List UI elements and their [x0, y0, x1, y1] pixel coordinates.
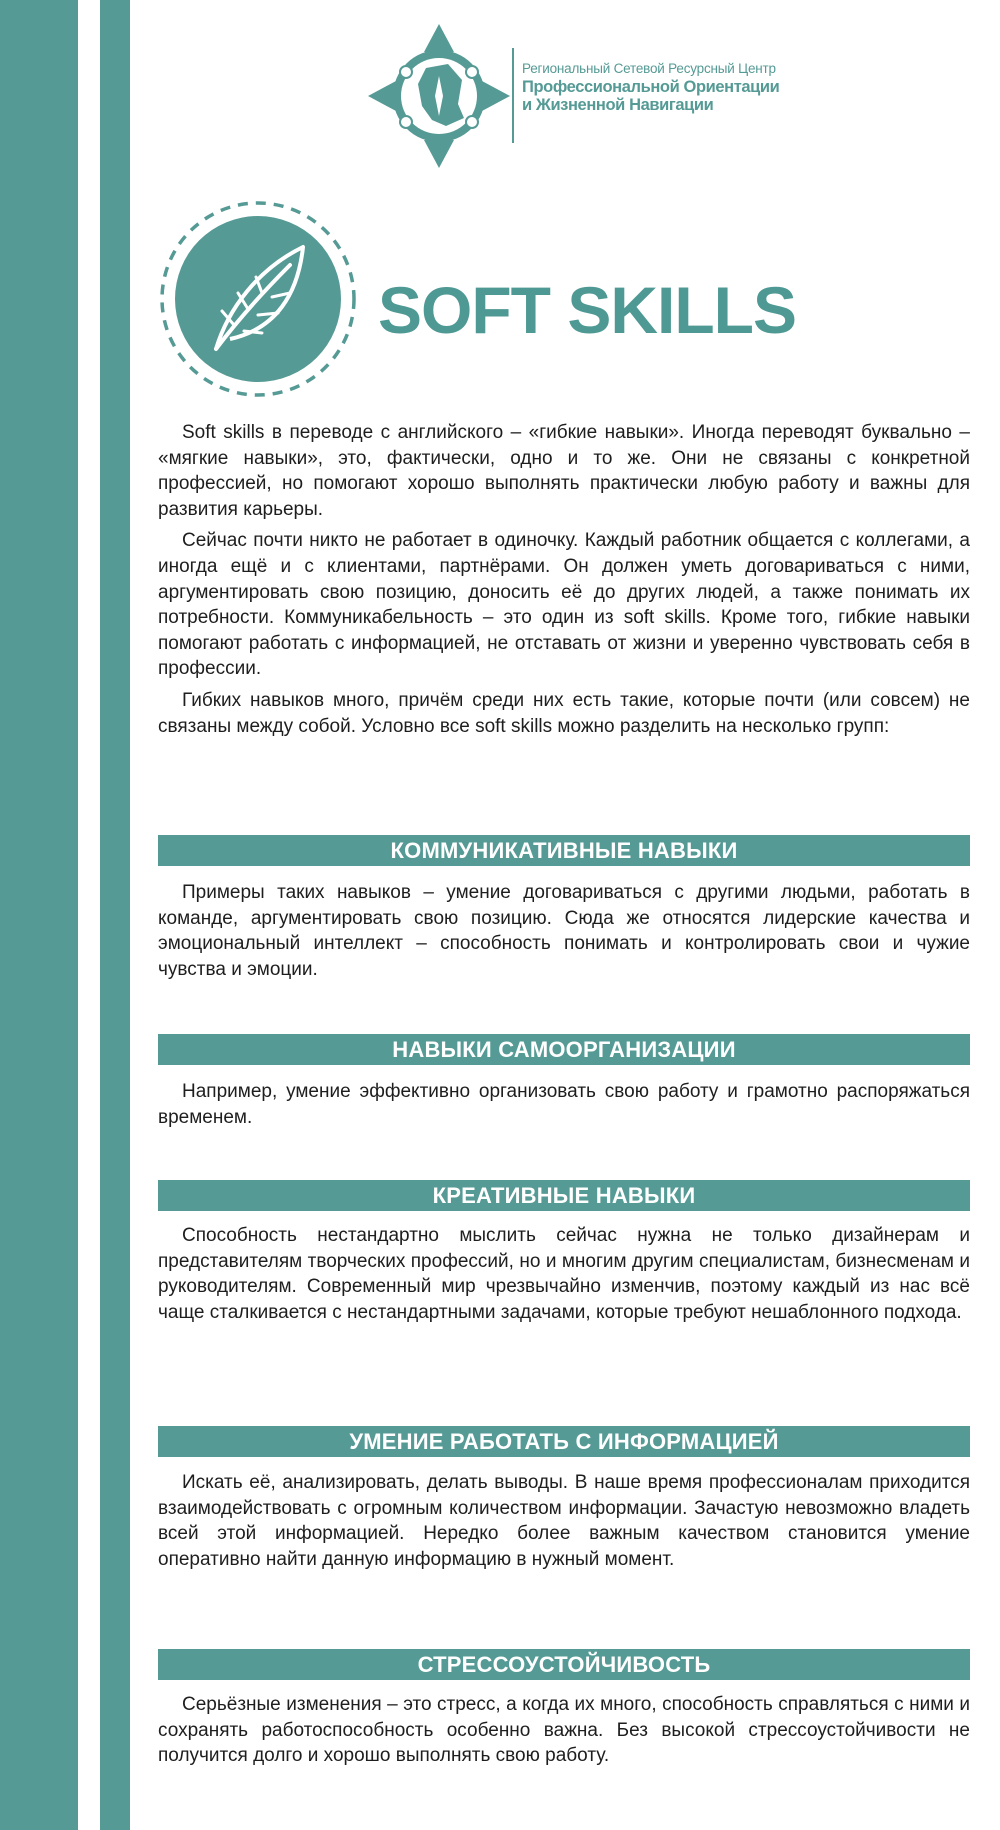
intro-text: [158, 420, 970, 745]
section-heading-self-organization: [158, 1034, 970, 1065]
section-text-self-organization: [158, 1079, 970, 1136]
compass-emblem-icon: [366, 22, 512, 170]
intro-paragraph-1: Soft skills в переводе с английского – «гибкие навыки». Иногда переводят буквально – «мягкие навыки», это, фактически, одно и то же. Они не связаны с конкретной профессией, но помогают хорошо выполнять практически любую работу и важны для развития карьеры.: [158, 422, 970, 520]
logo-text: [522, 60, 779, 114]
logo-line-2: Профессиональной Ориентации: [522, 78, 780, 96]
leaf-icon: [158, 199, 358, 399]
logo-line-1: Региональный Сетевой Ресурсный Центр: [522, 61, 776, 76]
section-heading-text: КРЕАТИВНЫЕ НАВЫКИ: [432, 1183, 696, 1208]
section-heading-text: НАВЫКИ САМООРГАНИЗАЦИИ: [392, 1037, 736, 1062]
section-heading-information: [158, 1426, 970, 1457]
section-heading-stress: [158, 1649, 970, 1680]
section-paragraph: Способность нестандартно мыслить сейчас нужна не только дизайнерам и представителям творческих профессий, но и многим другим специалистам, бизнесменам и руководителям. Современный мир чрезвычайно изменчив, поэтому каждый из нас всё чаще сталкивается с нестандартными задачами, которые требуют нешаблонного подхода.: [158, 1225, 970, 1323]
intro-paragraph-3: Гибких навыков много, причём среди них есть такие, которые почти (или совсем) не связаны между собой. Условно все soft skills можно разделить на несколько групп:: [158, 689, 970, 737]
section-text-information: [158, 1470, 970, 1578]
section-paragraph: Например, умение эффективно организовать свою работу и грамотно распоряжаться временем.: [158, 1081, 970, 1128]
leaf-emblem: [158, 199, 358, 399]
section-heading-communication: [158, 835, 970, 866]
section-heading-creative: [158, 1180, 970, 1211]
section-paragraph: Примеры таких навыков – умение договариваться с другими людьми, работать в команде, аргументировать свою позицию. Сюда же относятся лидерские качества и эмоциональный интеллект – способность понимать и контролировать свои и чужие чувства и эмоции.: [158, 882, 970, 980]
section-text-communication: [158, 880, 970, 988]
section-heading-text: УМЕНИЕ РАБОТАТЬ С ИНФОРМАЦИЕЙ: [349, 1429, 779, 1454]
section-paragraph: Искать её, анализировать, делать выводы. В наше время профессионалам приходится взаимодействовать с огромным количеством информации. Зачастую невозможно владеть всей этой информацией. Нередко более важным качеством становится умение оперативно найти данную информацию в нужный момент.: [158, 1472, 970, 1570]
section-text-creative: [158, 1223, 970, 1331]
section-paragraph: Серьёзные изменения – это стресс, а когда их много, способность справляться с ними и сохранять работоспособность особенно важна. Без высокой стрессоустойчивости не получится долго и хорошо выполнять свою работу.: [158, 1694, 970, 1767]
left-stripe-narrow: [100, 0, 130, 1830]
section-text-stress: [158, 1692, 970, 1775]
logo-line-3: и Жизненной Навигации: [522, 96, 714, 114]
page-title: SOFT SKILLS: [378, 273, 796, 347]
section-heading-text: КОММУНИКАТИВНЫЕ НАВЫКИ: [390, 838, 738, 863]
section-heading-text: СТРЕССОУСТОЙЧИВОСТЬ: [417, 1652, 711, 1677]
left-stripe-wide: [0, 0, 78, 1830]
logo-divider: [512, 48, 514, 143]
logo: [366, 22, 796, 170]
intro-paragraph-2: Сейчас почти никто не работает в одиночку. Каждый работник общается с коллегами, а иногда ещё и с клиентами, партнёрами. Он должен уметь договариваться с ними, аргументировать свою позицию, доносить её до других людей, а также понимать их потребности. Коммуникабельность – это один из soft skills. Кроме того, гибкие навыки помогают работать с информацией, не отставать от жизни и уверенно чувствовать себя в профессии.: [158, 530, 970, 680]
